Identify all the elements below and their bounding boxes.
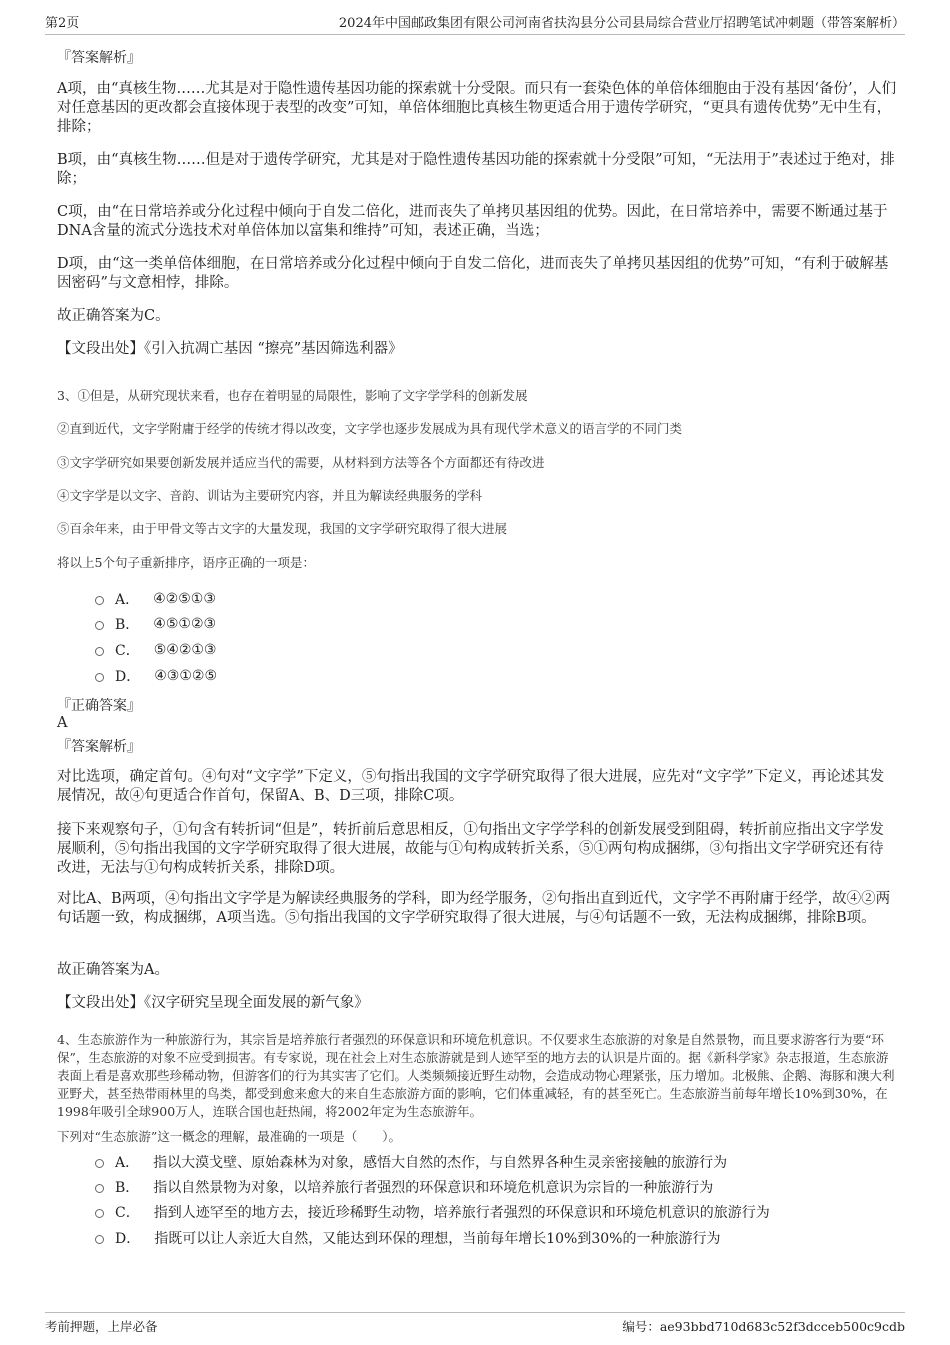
option-text: ④⑤①②③ <box>153 616 217 632</box>
document-title: 2024年中国邮政集团有限公司河南省扶沟县分公司县局综合营业厅招聘笔试冲刺题（带答案解析） <box>338 16 905 31</box>
q3-source: 【文段出处】《汉字研究呈现全面发展的新气象》 <box>57 995 369 1011</box>
q3-option-d[interactable] <box>95 666 217 686</box>
q3-analysis-label: 『答案解析』 <box>57 739 141 755</box>
footer-slogan: 考前押题，上岸必备 <box>45 1319 158 1334</box>
q3-stem-3: ③文字学研究如果要创新发展并适应当代的需要，从材料到方法等各个方面都还有待改进 <box>57 455 545 470</box>
q3-stem-5: ⑤百余年来，由于甲骨文等古文字的大量发现，我国的文字学研究取得了很大进展 <box>57 521 508 536</box>
option-text: 指到人迹罕至的地方去，接近珍稀野生动物，培养旅行者强烈的环保意识和环境危机意识的旅游行为 <box>153 1205 770 1221</box>
option-text: 指以自然景物为对象，以培养旅行者强烈的环保意识和环境危机意识为宗旨的一种旅游行为 <box>153 1180 714 1196</box>
q3-stem-2: ②直到近代，文字学附庸于经学的传统才得以改变，文字学也逐步发展成为具有现代学术意义的语言学的不同门类 <box>57 421 683 436</box>
radio-icon[interactable] <box>95 1209 104 1218</box>
option-text: 指既可以让人亲近大自然，又能达到环保的理想，当前每年增长10%到30%的一种旅游行为 <box>154 1231 721 1247</box>
q4-option-c[interactable] <box>95 1202 770 1222</box>
q2-source: 【文段出处】《引入抗凋亡基因 “擦亮”基因筛选利器》 <box>57 341 403 357</box>
option-text: 指以大漠戈壁、原始森林为对象，感悟大自然的杰作，与自然界各种生灵亲密接触的旅游行为 <box>153 1155 728 1171</box>
option-letter: D． <box>115 1231 141 1247</box>
q3-option-c[interactable] <box>95 640 216 660</box>
q3-answer-label: 『正确答案』 <box>57 698 141 714</box>
q3-stem-4: ④文字学是以文字、音韵、训诂为主要研究内容，并且为解读经典服务的学科 <box>57 488 483 503</box>
radio-icon[interactable] <box>95 621 104 630</box>
q3-option-a[interactable] <box>95 589 216 609</box>
page-header <box>45 12 905 35</box>
radio-icon[interactable] <box>95 596 104 605</box>
radio-icon[interactable] <box>95 673 104 682</box>
q2-conclusion: 故正确答案为C。 <box>57 308 170 324</box>
radio-icon[interactable] <box>95 1235 104 1244</box>
q3-analysis-1: 对比选项，确定首句。④句对“文字学”下定义，⑤句指出我国的文字学研究取得了很大进展，应先对“文字学”下定义，再论述其发展情况，故④句更适合作首句，保留A、B、D三项，排除C项。 <box>57 769 885 804</box>
q2-analysis-label: 『答案解析』 <box>57 50 141 66</box>
page-footer <box>45 1312 905 1334</box>
q4-option-d[interactable] <box>95 1228 720 1248</box>
q3-conclusion: 故正确答案为A。 <box>57 962 169 978</box>
radio-icon[interactable] <box>95 647 104 656</box>
q2-analysis-a: A项，由“真核生物……尤其是对于隐性遗传基因功能的探索就十分受限。而只有一套染色体的单倍体细胞由于没有基因‘备份’，人们对任意基因的更改都会直接体现于表型的改变”可知，单倍体细胞比真核生物更适合用于遗传学研究，“更具有遗传优势”无中生有，排除； <box>57 81 897 135</box>
q2-analysis-c: C项，由“在日常培养或分化过程中倾向于自发二倍化，进而丧失了单拷贝基因组的优势。因此，在日常培养中，需要不断通过基于DNA含量的流式分选技术对单倍体加以富集和维持”可知，表述正确，当选； <box>57 204 888 239</box>
q2-analysis-b: B项，由“真核生物……但是对于遗传学研究，尤其是对于隐性遗传基因功能的探索就十分受限”可知，“无法用于”表述过于绝对，排除； <box>57 152 895 187</box>
option-text: ⑤④②①③ <box>153 642 217 658</box>
q4-option-b[interactable] <box>95 1177 713 1197</box>
q4-option-a[interactable] <box>95 1152 727 1172</box>
q4-stem: 4、生态旅游作为一种旅游行为，其宗旨是培养旅行者强烈的环保意识和环境危机意识。不仅要求生态旅游的对象是自然景物，而且要求游客行为要“环保”，生态旅游的对象不应受到损害。有专家说，现在社会上对生态旅游就是到人迹罕至的地方去的认识是片面的。据《新科学家》杂志报道，生态旅游表面上看是喜欢那些珍稀动物，但游客们的行为其实害了它们。人类频频接近野生动物，会造成动物心理紧张，压力增加。北极熊、企鹅、海豚和澳大利亚野犬，甚至热带雨林里的鸟类，都受到愈来愈大的来自生态旅游方面的影响，它们体重减轻，有的甚至死亡。生态旅游当前每年增长10%到30%，在1998年吸引全球900万人，连联合国也赶热闹，将2002年定为生态旅游年。 <box>57 1032 895 1119</box>
option-letter: D． <box>115 669 141 685</box>
option-letter: A． <box>115 592 140 608</box>
q3-analysis-2: 接下来观察句子，①句含有转折词“但是”，转折前后意思相反，①句指出文字学学科的创新发展受到阻碍，转折前应指出文字学发展顺利，⑤句指出我国的文字学研究取得了很大进展，故能与①句构成转折关系，⑤①两句构成捆绑，③句指出文字学研究还有待改进，无法与①句构成转折关系，排除D项。 <box>57 822 884 876</box>
document-id: 编号：ae93bbd710d683c52f3dcceb500c9cdb <box>622 1319 905 1334</box>
radio-icon[interactable] <box>95 1184 104 1193</box>
option-letter: C． <box>115 1205 140 1221</box>
option-text: ④③①②⑤ <box>154 668 217 684</box>
option-letter: C． <box>115 643 140 659</box>
option-letter: B． <box>115 617 140 633</box>
radio-icon[interactable] <box>95 1159 104 1168</box>
option-letter: B． <box>115 1180 140 1196</box>
q2-analysis-d: D项，由“这一类单倍体细胞，在日常培养或分化过程中倾向于自发二倍化，进而丧失了单拷贝基因组的优势”可知，“有利于破解基因密码”与文意相悖，排除。 <box>57 256 889 291</box>
option-text: ④②⑤①③ <box>153 591 216 607</box>
q3-analysis-3: 对比A、B两项，④句指出文字学是为解读经典服务的学科，即为经学服务，②句指出直到近代，文字学不再附庸于经学，故④②两句话题一致，构成捆绑，A项当选。⑤句指出我国的文字学研究取得了很大进展，与④句话题不一致，无法构成捆绑，排除B项。 <box>57 891 891 926</box>
q3-answer: A <box>57 715 68 731</box>
q3-stem-1: 3、①但是，从研究现状来看，也存在着明显的局限性，影响了文字学学科的创新发展 <box>57 388 528 403</box>
q3-option-b[interactable] <box>95 614 216 634</box>
page-number: 第2页 <box>45 16 80 31</box>
q3-prompt: 将以上5个句子重新排序，语序正确的一项是： <box>57 555 315 570</box>
q4-prompt: 下列对“生态旅游”这一概念的理解，最准确的一项是（ ）。 <box>57 1129 402 1144</box>
option-letter: A． <box>115 1155 140 1171</box>
